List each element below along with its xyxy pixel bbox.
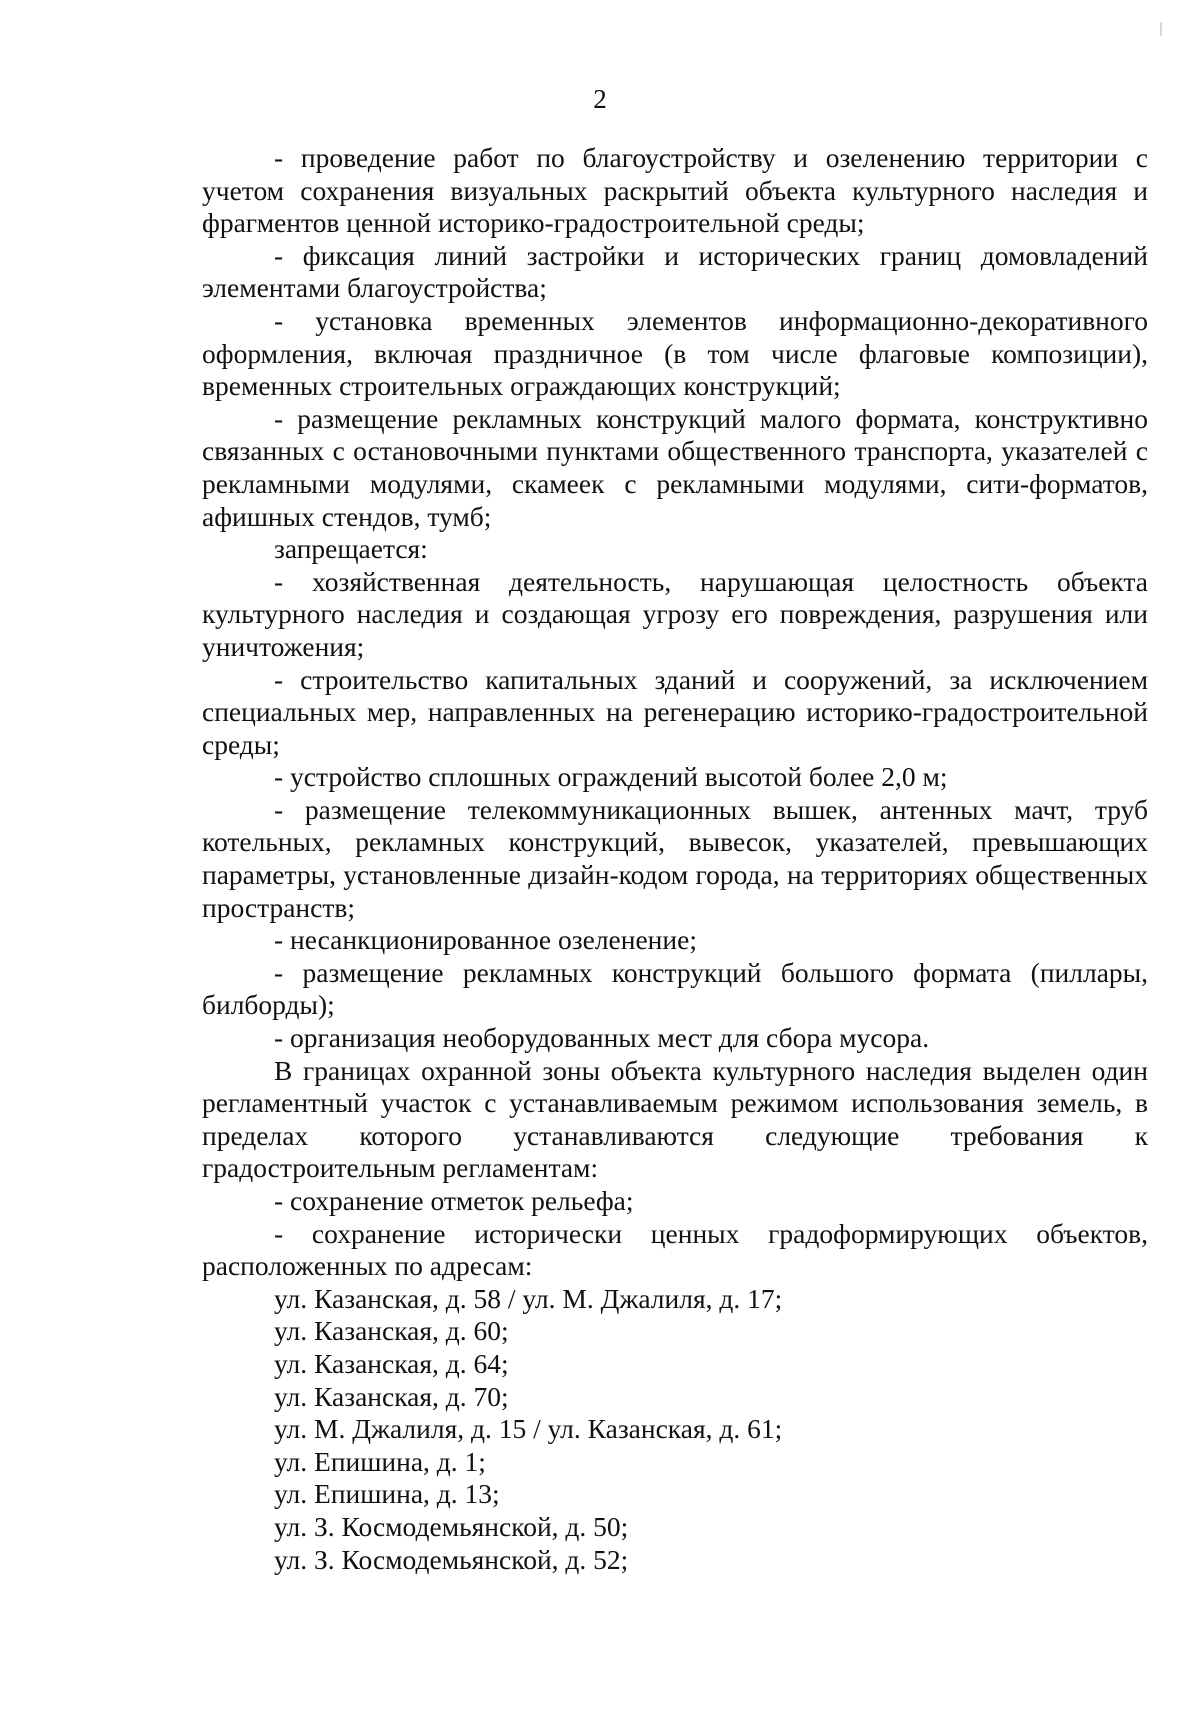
paragraph-garbage-collection: - организация необорудованных мест для сбора мусора. bbox=[274, 1022, 930, 1054]
paragraph-temporary-elements: - установка временных элементов информационно-декоративного оформления, включая праздничное (в том числе флаговые композиции), временных строительных ограждающих конструкций; bbox=[202, 304, 1148, 402]
paragraph-landscaping: - проведение работ по благоустройству и озеленению территории с учетом сохранения визуальных раскрытий объекта культурного наследия и фрагментов ценной историко-градостроительной среды; bbox=[202, 142, 1148, 239]
scan-artifact bbox=[1160, 22, 1162, 36]
paragraph-prohibited-heading: запрещается: bbox=[274, 533, 428, 565]
address-item: ул. З. Космодемьянской, д. 50; bbox=[274, 1510, 629, 1542]
document-body bbox=[202, 142, 1148, 1576]
address-item: ул. З. Космодемьянской, д. 52; bbox=[274, 1543, 629, 1575]
paragraph-economic-activity: - хозяйственная деятельность, нарушающая целостность объекта культурного наследия и создающая угрозу его повреждения, разрушения или уничтожения; bbox=[202, 565, 1148, 662]
paragraph-building-lines: - фиксация линий застройки и исторических границ домовладений элементами благоустройства; bbox=[202, 239, 1148, 304]
address-item: ул. Епишина, д. 13; bbox=[274, 1478, 500, 1510]
paragraph-solid-fences: - устройство сплошных ограждений высотой более 2,0 м; bbox=[274, 761, 948, 793]
paragraph-towers-and-signs: - размещение телекоммуникационных вышек, антенных мачт, труб котельных, рекламных конструкций, вывесок, указателей, превышающих параметры, установленные дизайн-кодом города, на территориях общественных пространств; bbox=[202, 793, 1148, 923]
address-item: ул. Казанская, д. 58 / ул. М. Джалиля, д. 17; bbox=[274, 1282, 783, 1314]
address-item: ул. М. Джалиля, д. 15 / ул. Казанская, д. 61; bbox=[274, 1413, 783, 1445]
address-list bbox=[202, 1283, 1148, 1576]
page-number: 2 bbox=[593, 84, 607, 114]
paragraph-regulatory-zone: В границах охранной зоны объекта культурного наследия выделен один регламентный участок с устанавливаемым режимом использования земель, в пределах которого устанавливаются следующие требования к градостроительным регламентам: bbox=[202, 1054, 1148, 1184]
paragraph-small-format-ads: - размещение рекламных конструкций малого формата, конструктивно связанных с остановочными пунктами общественного транспорта, указателей с рекламными модулями, скамеек с рекламными модулями, сити-форматов, афишных стендов, тумб; bbox=[202, 402, 1148, 532]
address-item: ул. Казанская, д. 70; bbox=[274, 1380, 509, 1412]
address-item: ул. Епишина, д. 1; bbox=[274, 1445, 486, 1477]
address-item: ул. Казанская, д. 64; bbox=[274, 1347, 509, 1379]
address-item: ул. Казанская, д. 60; bbox=[274, 1315, 509, 1347]
paragraph-large-format-ads: - размещение рекламных конструкций большого формата (пиллары, билборды); bbox=[202, 956, 1148, 1021]
paragraph-unauthorized-greening: - несанкционированное озеленение; bbox=[274, 924, 697, 956]
paragraph-capital-construction: - строительство капитальных зданий и сооружений, за исключением специальных мер, направленных на регенерацию историко-градостроительной среды; bbox=[202, 663, 1148, 760]
paragraph-relief-preservation: - сохранение отметок рельефа; bbox=[274, 1185, 634, 1216]
paragraph-historic-objects: - сохранение исторически ценных градоформирующих объектов, расположенных по адресам: bbox=[202, 1217, 1148, 1282]
